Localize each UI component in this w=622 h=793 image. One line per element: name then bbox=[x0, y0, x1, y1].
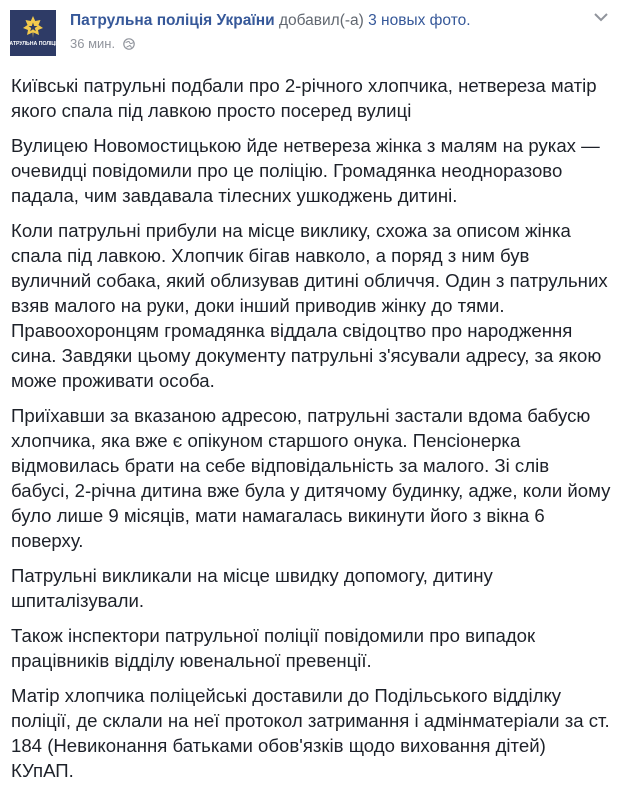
post-timestamp[interactable]: 36 мин. bbox=[70, 36, 116, 51]
post-paragraph-headline: Київські патрульні подбали про 2-річного хлопчика, нетвереза матір якого спала під лавкою просто посеред вулиці bbox=[11, 75, 597, 121]
post-paragraph: Матір хлопчика поліцейські доставили до Подільського відділку поліції, де склали на неї протокол затримання і адмінматеріали за ст. 184 (Невиконання батьками обов'язків щодо виховання дітей) КУпАП. bbox=[11, 685, 610, 781]
post-paragraph: Приїхавши за вказаною адресою, патрульні застали вдома бабусю хлопчика, яка вже є опікуном старшого онука. Пенсіонерка відмовилась брати на себе відповідальність за малого. Зі слів бабусі, 2-річна дитина вже була у дитячому будинку, адже, коли йому було лише 9 місяців, мати намагалась викинути його з вікна 6 поверху. bbox=[11, 405, 611, 551]
post-paragraph: Патрульні викликали на місце швидку допомогу, дитину шпиталізували. bbox=[11, 565, 493, 611]
avatar-caption bbox=[5, 10, 61, 56]
post-paragraph: Вулицею Новомостицькою йде нетвереза жінка з малям на руках — очевидці повідомили про це поліцію. Громадянка неодноразово падала, чим завдавала тілесних ушкоджень дитині. bbox=[11, 135, 600, 206]
post-action-text: добавил(-а) bbox=[278, 12, 364, 29]
globe-icon[interactable] bbox=[123, 37, 135, 55]
page-avatar[interactable] bbox=[5, 10, 61, 56]
chevron-down-icon[interactable] bbox=[592, 10, 610, 24]
svg-text:ПАТРУЛЬНА ПОЛІЦІЯ: ПАТРУЛЬНА ПОЛІЦІЯ bbox=[5, 41, 61, 47]
post-header-line bbox=[70, 11, 471, 31]
photos-link[interactable]: 3 новых фото. bbox=[368, 12, 471, 29]
post-header bbox=[0, 0, 622, 72]
post-body bbox=[11, 73, 611, 793]
post-paragraph: Також інспектори патрульної поліції повідомили про випадок працівників відділу ювенальної превенції. bbox=[11, 625, 536, 671]
page-name-link[interactable]: Патрульна поліція України bbox=[70, 12, 275, 29]
post-paragraph: Коли патрульні прибули на місце виклику, схожа за описом жінка спала під лавкою. Хлопчик бігав навколо, а поряд з ним був вуличний собака, який облизував дитині обличчя. Один з патрульних взяв малого на руки, доки інший приводив жінку до тями. Правоохоронцям громадянка віддала свідоцтво про народження сина. Завдяки цьому документу патрульні з'ясували адресу, за якою може проживати особа. bbox=[11, 220, 608, 391]
post-meta bbox=[70, 35, 135, 55]
